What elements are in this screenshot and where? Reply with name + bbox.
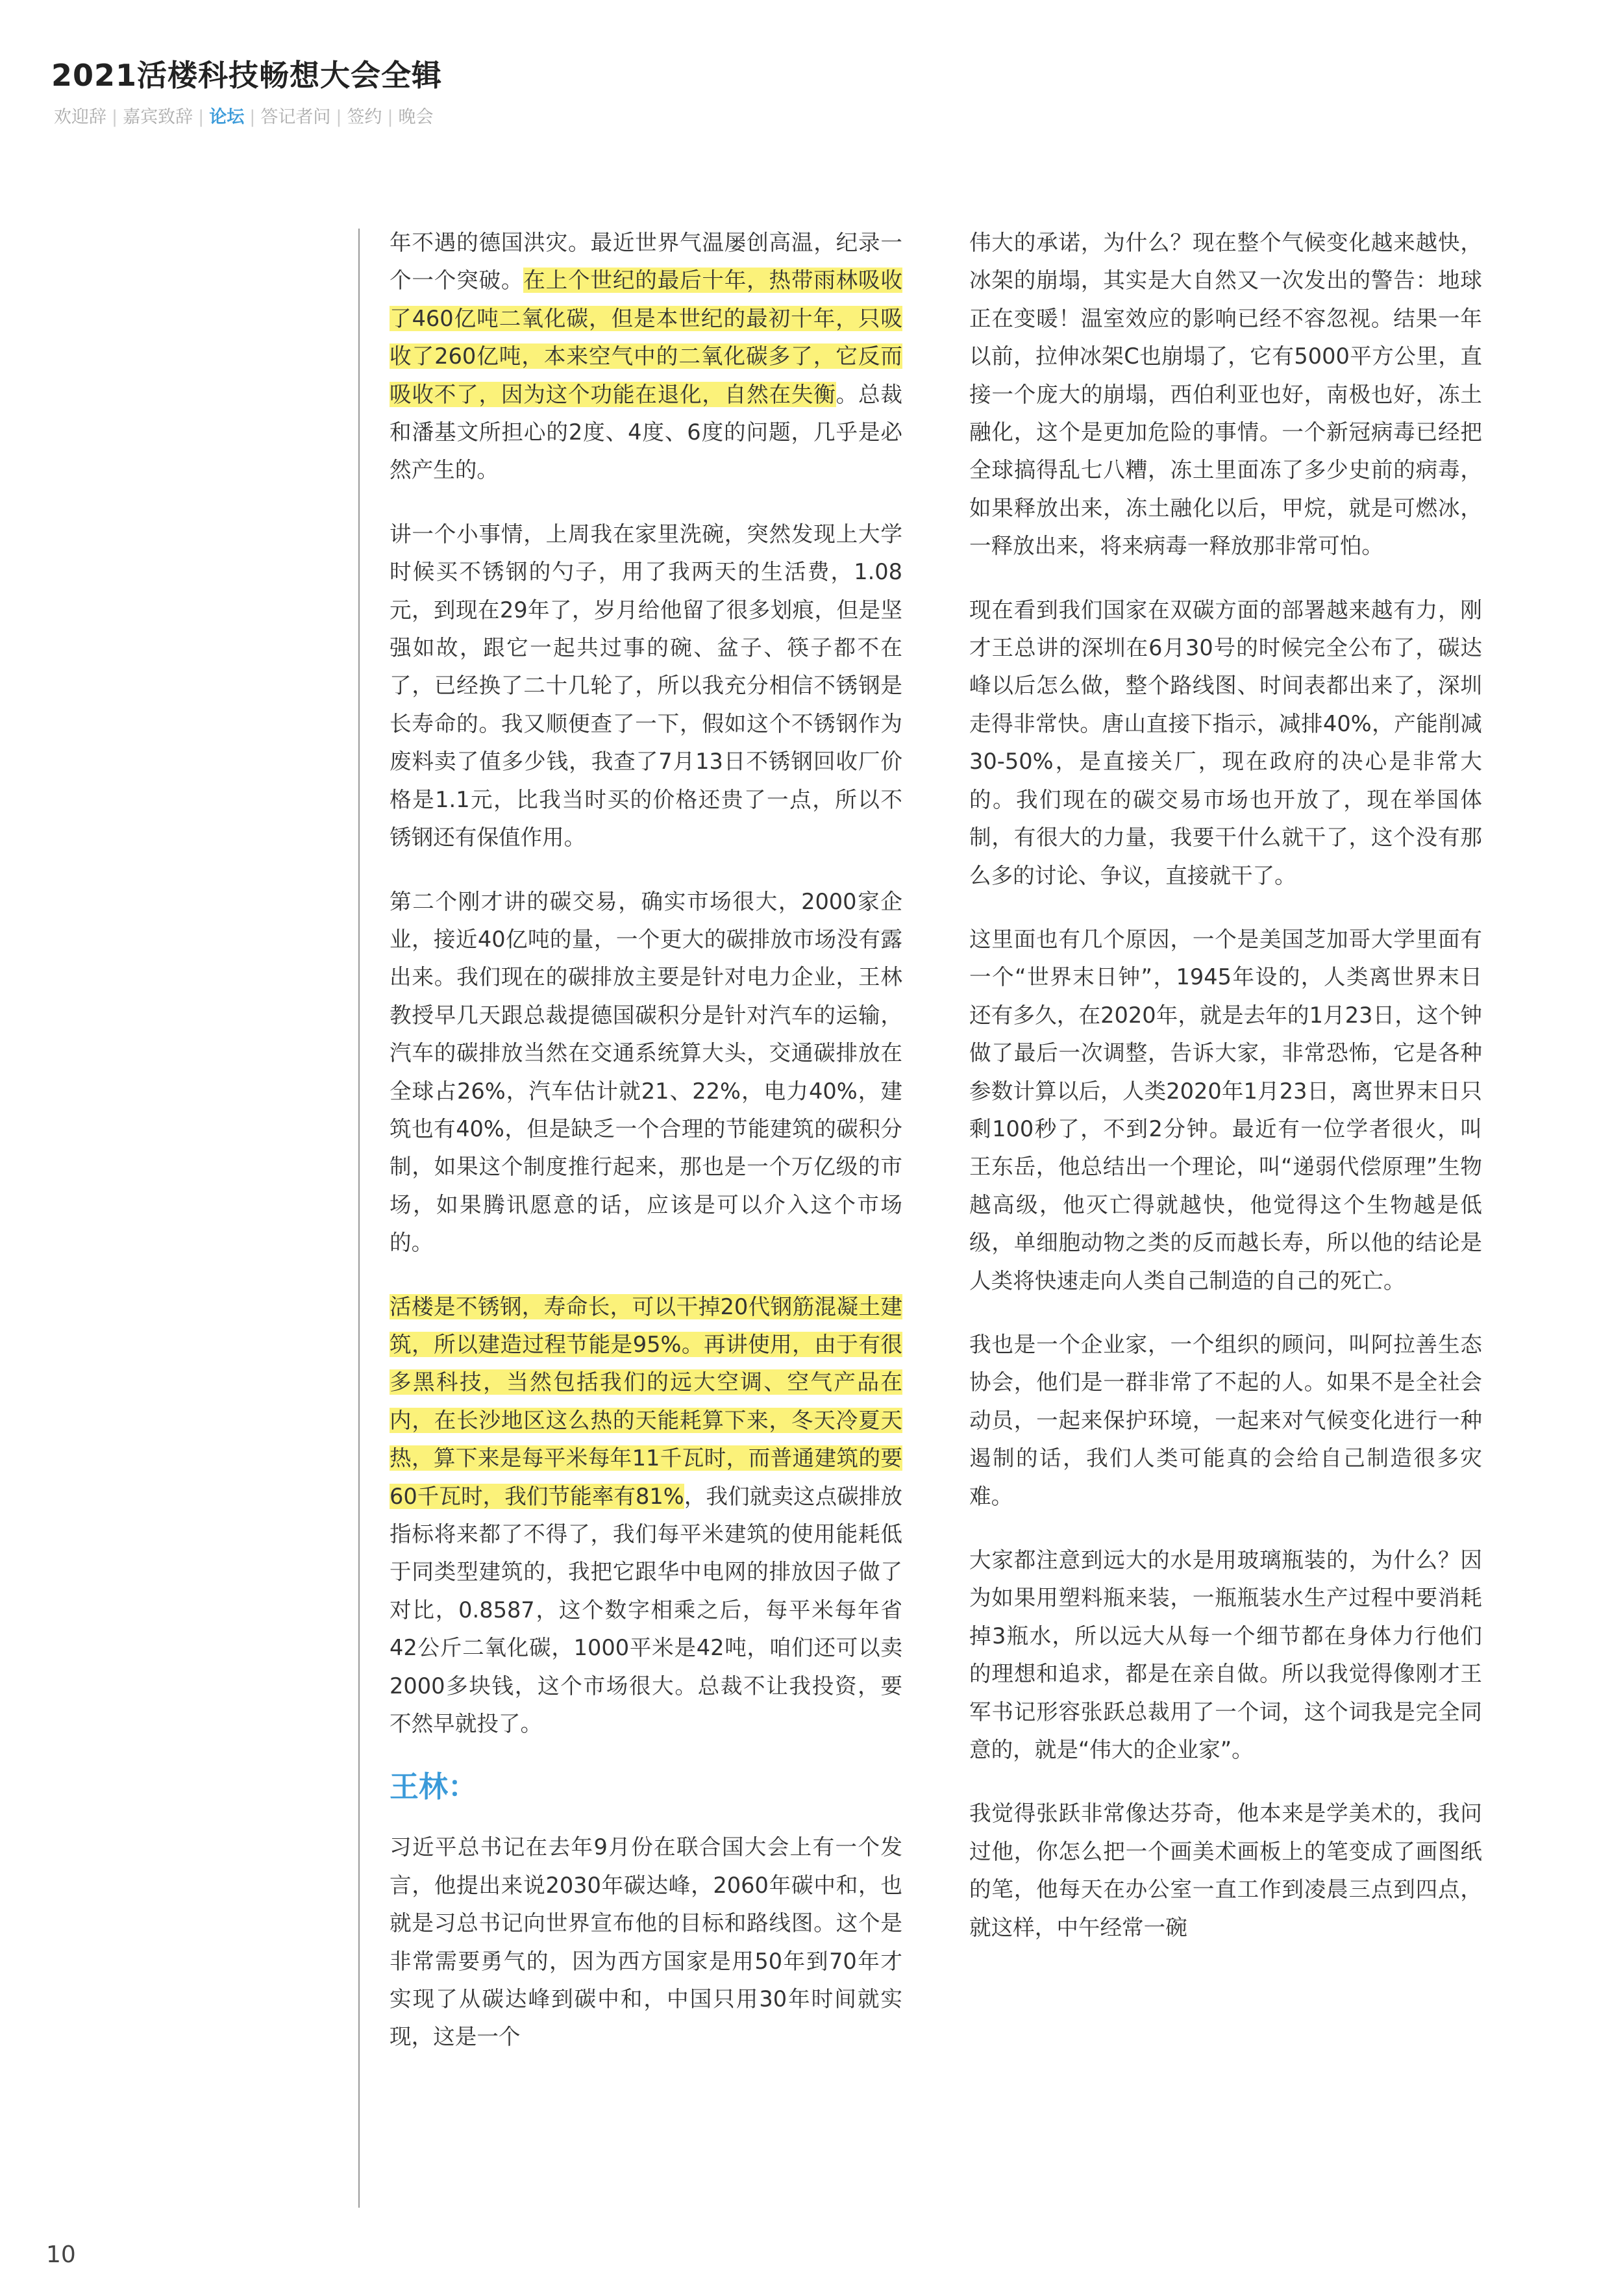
highlighted-text: 活楼是不锈钢，寿命长，可以干掉20代钢筋混凝土建筑，所以建造过程节能是95%。再讲使用，由于有很多黑科技，当然包括我们的远大空调、空气产品在内，在长沙地区这么热的天能耗算下来，冬天冷夏天热，算下来是每平米每年11千瓦时，而普通建筑的要60千瓦时，我们节能率有81% [390,1293,902,1509]
paragraph: 这里面也有几个原因，一个是美国芝加哥大学里面有一个“世界末日钟”，1945年设的，人类离世界末日还有多久，在2020年，就是去年的1月23日，这个钟做了最后一次调整，告诉大家，非常恐怖，它是各种参数计算以后，人类2020年1月23日，离世界末日只剩100秒了，不到2分钟。最近有一位学者很火，叫王东岳，他总结出一个理论，叫“递弱代偿原理”生物越高级，他灭亡得就越快，他觉得这个生物越是低级，单细胞动物之类的反而越长寿，所以他的结论是人类将快速走向人类自己制造的自己的死亡。 [969,926,1482,1293]
left-column [390,224,902,2230]
breadcrumb-item-press-qa[interactable]: 答记者问 [260,107,331,127]
breadcrumb-separator: | [198,107,204,127]
highlighted-text: 在上个世纪的最后十年，热带雨林吸收了460亿吨二氧化碳，但是本世纪的最初十年，只吸收了260亿吨，本来空气中的二氧化碳多了，它反而吸收不了，因为这个功能在退化，自然在失衡 [390,268,902,407]
paragraph-text: 。总裁和潘基文所担心的2度、4度、6度的问题，几乎是必然产生的。 [390,381,902,483]
breadcrumb-separator: | [336,107,342,127]
breadcrumb-item-guest-speech[interactable]: 嘉宾致辞 [123,107,193,127]
breadcrumb-separator: | [387,107,393,127]
paragraph: 我也是一个企业家，一个组织的顾问，叫阿拉善生态协会，他们是一群非常了不起的人。如果不是全社会动员，一起来保护环境，一起来对气候变化进行一种遏制的话，我们人类可能真的会给自己制造很多灾难。 [969,1331,1482,1509]
breadcrumb [54,103,434,128]
paragraph: 伟大的承诺，为什么？现在整个气候变化越来越快，冰架的崩塌，其实是大自然又一次发出的警告：地球正在变暖！温室效应的影响已经不容忽视。结果一年以前，拉伸冰架C也崩塌了，它有5000平方公里，直接一个庞大的崩塌，西伯利亚也好，南极也好，冻土融化，这个是更加危险的事情。一个新冠病毒已经把全球搞得乱七八糟，冻土里面冻了多少史前的病毒，如果释放出来，冻土融化以后，甲烷，就是可燃冰，一释放出来，将来病毒一释放那非常可怕。 [969,230,1482,559]
breadcrumb-item-gala[interactable]: 晚会 [398,107,434,127]
breadcrumb-item-forum[interactable]: 论坛 [209,107,245,127]
paragraph-text: ，我们就卖这点碳排放指标将来都了不得了，我们每平米建筑的使用能耗低于同类型建筑的，我把它跟华中电网的排放因子做了对比，0.8587，这个数字相乘之后，每平米每年省42公斤二氧化碳，1000平米是42吨，咱们还可以卖2000多块钱，这个市场很大。总裁不让我投资，要不然早就投了。 [390,1483,902,1737]
document-title: 2021活楼科技畅想大会全辑 [51,58,443,93]
column-rule [358,229,360,2208]
breadcrumb-item-welcome[interactable]: 欢迎辞 [54,107,106,127]
right-column [969,224,1482,2230]
breadcrumb-separator: | [249,107,256,127]
paragraph [390,1288,902,1743]
breadcrumb-item-signing[interactable]: 签约 [347,107,382,127]
paragraph-text: 年不遇的德国洪灾。最近世界气温屡创高温，纪录一个一个突破。 [390,230,902,293]
paragraph: 大家都注意到远大的水是用玻璃瓶装的，为什么？因为如果用塑料瓶来装，一瓶瓶装水生产过程中要消耗掉3瓶水，所以远大从每一个细节都在身体力行他们的理想和追求，都是在亲自做。所以我觉得像刚才王军书记形容张跃总裁用了一个词，这个词我是完全同意的，就是“伟大的企业家”。 [969,1547,1482,1763]
paragraph: 第二个刚才讲的碳交易，确实市场很大，2000家企业，接近40亿吨的量，一个更大的碳排放市场没有露出来。我们现在的碳排放主要是针对电力企业，王林教授早几天跟总裁提德国碳积分是针对汽车的运输，汽车的碳排放当然在交通系统算大头，交通碳排放在全球占26%，汽车估计就21、22%，电力40%，建筑也有40%，但是缺乏一个合理的节能建筑的碳积分制，如果这个制度推行起来，那也是一个万亿级的市场，如果腾讯愿意的话，应该是可以介入这个市场的。 [390,888,902,1256]
paragraph: 我觉得张跃非常像达芬奇，他本来是学美术的，我问过他，你怎么把一个画美术画板上的笔变成了画图纸的笔，他每天在办公室一直工作到凌晨三点到四点，就这样，中午经常一碗 [969,1801,1482,1940]
paragraph: 习近平总书记在去年9月份在联合国大会上有一个发言，他提出来说2030年碳达峰，2060年碳中和，也就是习总书记向世界宣布他的目标和路线图。这个是非常需要勇气的，因为西方国家是用50年到70年才实现了从碳达峰到碳中和，中国只用30年时间就实现，这是一个 [390,1834,902,2050]
speaker-name: 王林： [390,1769,478,1804]
paragraph: 讲一个小事情，上周我在家里洗碗，突然发现上大学时候买不锈钢的勺子，用了我两天的生活费，1.08元，到现在29年了，岁月给他留了很多划痕，但是坚强如故，跟它一起共过事的碗、盆子、筷子都不在了，已经换了二十几轮了，所以我充分相信不锈钢是长寿命的。我又顺便查了一下，假如这个不锈钢作为废料卖了值多少钱，我查了7月13日不锈钢回收厂价格是1.1元，比我当时买的价格还贵了一点，所以不锈钢还有保值作用。 [390,521,902,851]
paragraph [390,224,902,490]
page-number: 10 [46,2241,76,2268]
paragraph: 现在看到我们国家在双碳方面的部署越来越有力，刚才王总讲的深圳在6月30号的时候完全公布了，碳达峰以后怎么做，整个路线图、时间表都出来了，深圳走得非常快。唐山直接下指示，减排40%，产能削减30-50%，是直接关厂，现在政府的决心是非常大的。我们现在的碳交易市场也开放了，现在举国体制，有很大的力量，我要干什么就干了，这个没有那么多的讨论、争议，直接就干了。 [969,597,1482,888]
breadcrumb-separator: | [112,107,118,127]
